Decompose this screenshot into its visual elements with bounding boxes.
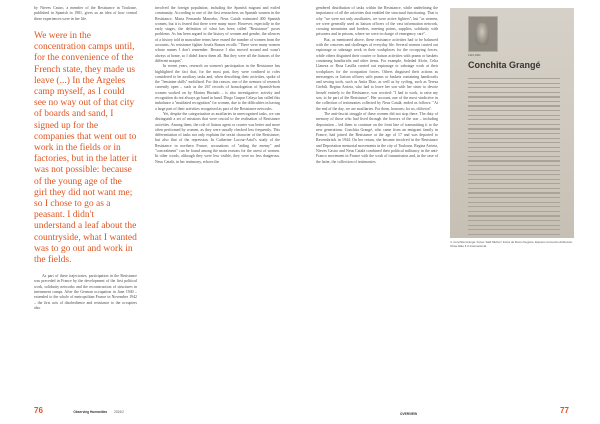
portrait-face (475, 23, 489, 45)
column-1 (34, 6, 137, 311)
footer-left (34, 400, 124, 418)
paragraph: The anti-fascist struggle of these women did not stop there. The duty of memory of those who had lived through the horrors of the war – including deportation – led them to continue on the front line of transmitting it to the new generations. Conchita Grangé, who came from an emigrant family in France, had joined the Resistance at the age of 17 and was deported to Ravensbrück in 1944. On her return, she became involved in the Resistance and Deportation memorial movements in the city of Toulouse. Regina Arrieta, Nieves Castro and Neus Català combined their political militancy in the anti-Franco movement in France with the work of transmission and, in the case of the latter, the collection of testimonies. (316, 111, 438, 164)
photo-dates: 1923-1994 (468, 54, 481, 57)
photo-caption: 4. Conchita Grangé. Fotos: Sald Michel / Fotos de Rocío Negrete. Espacio Comercio Atribución-Otras Alike 4.0 Internacional. (450, 240, 574, 248)
paragraph: In recent years, research on women's participation in the Resistance has highlighted the fact that, for the most part, they were confined to roles considered to be auxiliary tasks and, when describing their activities, spoke of the "feminine skills" mobilised. For this reason, one of the avenues of research currently open – such as the 267 records of homologation of Spanish-born women worked on by Marina Hurtado – is also investigative: activity and recognition do not always go hand in hand. Diego Gaspar Celaya has called this imbalance a "mutilated recognition" for women, due to the difficulties in having a large part of their activities recognised as part of the Resistance networks. (155, 64, 280, 111)
footer-section (400, 402, 417, 420)
pull-quote: We were in the concentration camps until, for the convenience of the French state, they made us leave (...) In the Argeles camp myself, as I could see no way out of that city of boards and sand, I signed up for the companies that went out to work in the fields or in factories, but in the latter it was not possible: because of the young age of the girl they did not want me; so I chose to go as a peasant. I didn't understand a leaf about the countryside, what I wanted was to go out and work in the fields. (34, 30, 137, 265)
paragraph: involved the foreign population, including the Spanish migrant and exiled community. According to one of the first researchers on Spanish women in the Resistance, Maria Fernanda Mancebo, Neus Català estimated 400 Spanish women, but it is feared that there were many more. However, especially in the early stages, the definition of what has been called "Resistance" poses problems. As has been argued in the history of women and gender, the silences of a history told in masculine terms have erased the number of women from the accounts. As resistance fighter Josefa Ramos recalls: "There were many women whose names I don't remember. Because I also moved around and wasn't always at home, so I didn't know them all. But they were all the liaisons of the different maquis". (155, 6, 280, 63)
journal-issue: 2024/2 (114, 410, 124, 414)
paragraph: gendered distribution of tasks within the Resistance, while underlining the importance of all the activities that enabled the structural functioning. That is why "we were not only auxiliaries, we were active fighters", but "as women, we were generally used as liaison officers of the vast information network, crossing mountains and borders, meeting points, supplies, solidarity with prisoners and in prisons, where we were in charge of emergency care". (316, 6, 438, 37)
paragraph: by Nieves Castro, a member of the Resistance in Toulouse, published in Spanish in 1981, gives us an idea of how central these experiences were in her life. (34, 6, 137, 21)
portrait-image (468, 16, 498, 52)
panel-text-lines (468, 78, 560, 238)
paragraph: Yet, despite the categorisation as auxiliaries in unrecognised tasks, we can distinguish a set of missions that were crucial to the realisation of Resistance activities. Among them, the role of liaison agent or courier was better and more often performed by women, as they were usually checked less frequently. This differentiation of tasks not only explains the sexist character of the Resistance, but also that of the repression. In Catherine Lacour-Astol's study of the Resistance in northern France, accusations of "aiding the enemy" and "concealment" can be found among the main reasons for the arrest of women. In other words, although they were less visible, they were no less dangerous. Neus Català, in her testimony, echoes the (155, 111, 280, 164)
journal-title: Observing Humanities (73, 410, 108, 414)
paragraph: As part of these trajectories, participation in the Resistance was preceded in France by the development of the first political work, solidarity networks and the reconstruction of structures in internment camps. After the German occupation in June 1940 – extended to the whole of metropolitan France in November 1942 – the first acts of disobedience and resistance to the occupiers also (34, 274, 137, 310)
photo-name: Conchita Grangé (468, 60, 541, 70)
column-2 (155, 6, 280, 165)
footer-right (560, 400, 569, 418)
page-number-right: 77 (560, 406, 569, 415)
paragraph: But, as mentioned above, these resistance activities had to be balanced with the concerns and challenges of everyday life. Several women carried out espionage or sabotage work in their workplaces for the occupying forces, while others disguised their courier or liaison activities with prams or baskets containing handicrafts and other items. For example, Soledad Alcón, Celia Llaneza or Rosa Lavilla carried out espionage or sabotage work at their workplaces for the occupation forces. Others disguised their actions as messengers or liaison officers with prams or baskets containing handicrafts and sewing tools, such as Anita Díaz, as well as by cycling, such as Teresa Grebili. Regina Arrieta, who had to leave her son with her sister to devote herself entirely to the Resistance, was worried: "I had to work, to raise my son, to be part of the Resistance". Her account, one of the most vindictive in the collection of testimonies collected by Neus Català, ended as follows: "At the end of the day, we are auxiliaries. For them, honours; for us, oblivion". (316, 37, 438, 111)
section-label: OVERVIEW (400, 412, 418, 416)
memorial-panel-photo (450, 8, 574, 238)
column-3 (316, 6, 438, 165)
page-number-left: 76 (34, 406, 43, 415)
